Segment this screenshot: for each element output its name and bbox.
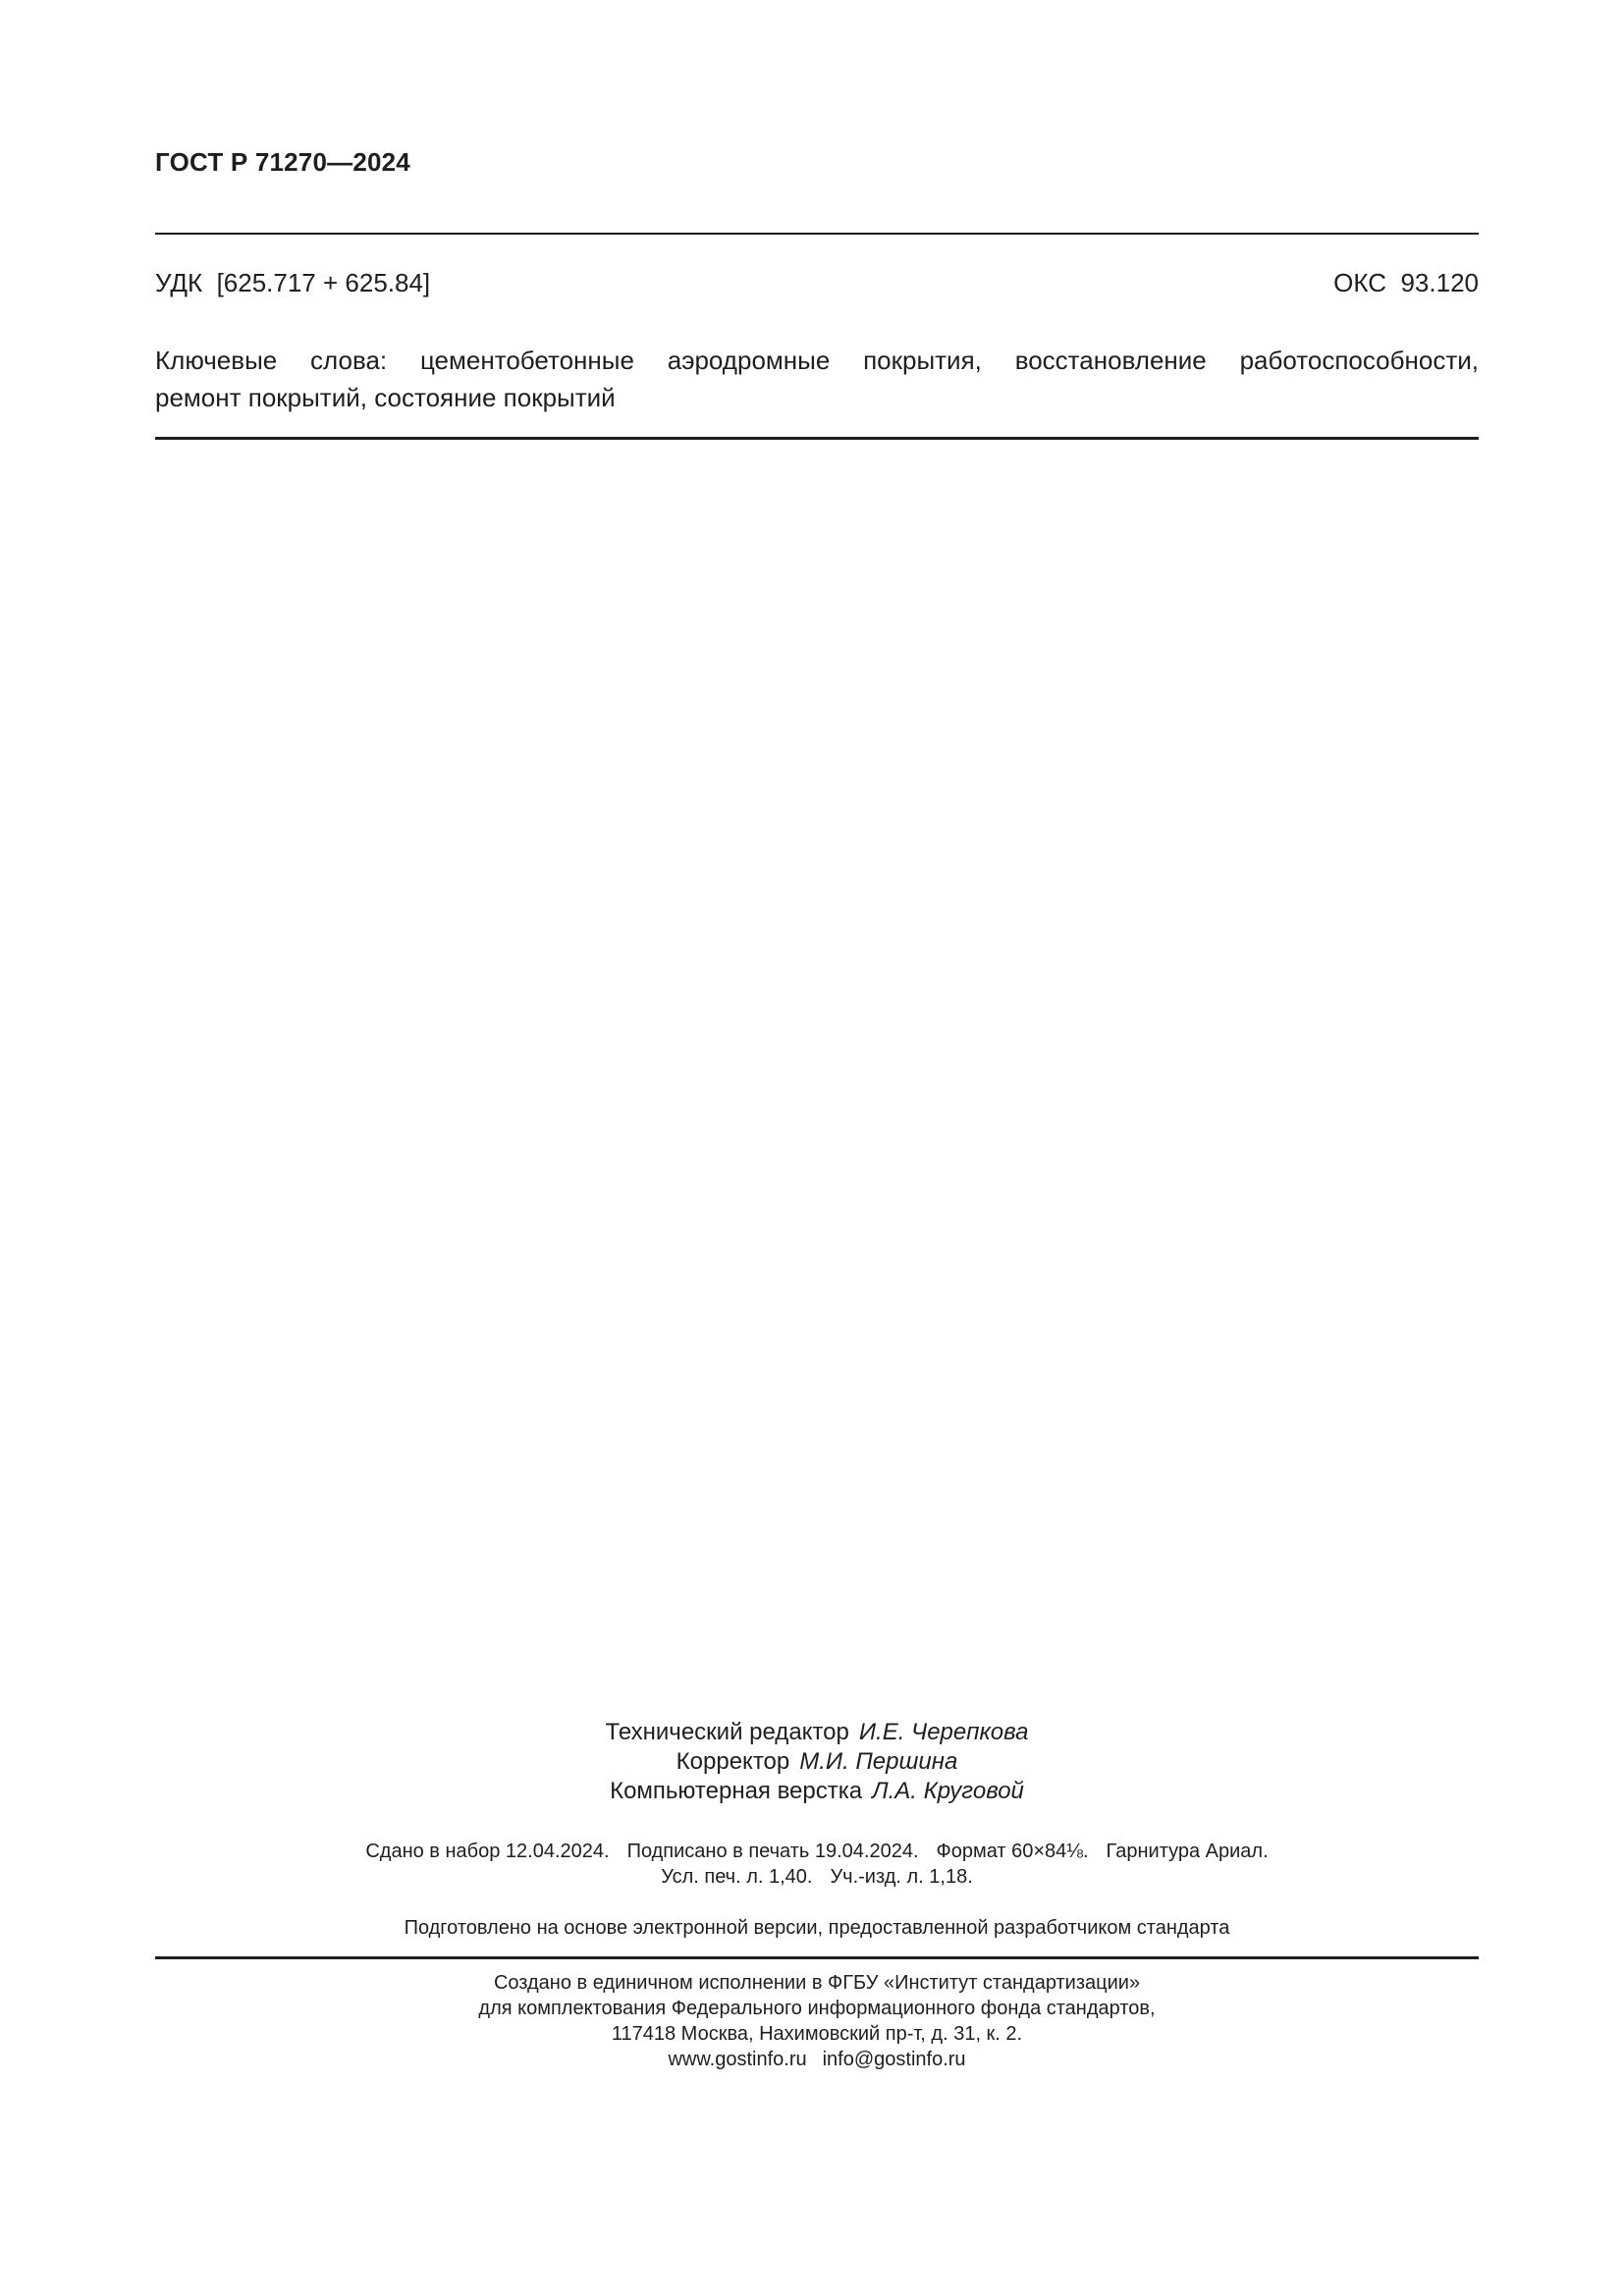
publisher-line-2: для комплектования Федерального информационного фонда стандартов, <box>478 1998 1156 2019</box>
print-info-line-1 <box>155 1839 1479 1864</box>
credit-proofreader <box>155 1747 1479 1777</box>
publisher-contacts <box>155 2047 1479 2072</box>
website-link[interactable]: www.gostinfo.ru <box>668 2049 807 2070</box>
keywords-paragraph <box>155 342 1479 416</box>
udk-label: УДК <box>155 268 203 297</box>
udk-code <box>155 268 430 298</box>
keywords-line-1: Ключевые слова: цементобетонные аэродромные покрытия, восстановление работоспособности, <box>155 346 1479 375</box>
print-info-block <box>155 1839 1479 1890</box>
keywords-line-2: ремонт покрытий, состояние покрытий <box>155 383 616 412</box>
credit-person: М.И. Першина <box>799 1748 958 1775</box>
credit-technical-editor <box>155 1718 1479 1747</box>
credit-role: Корректор <box>676 1748 790 1775</box>
credit-person: И.Е. Черепкова <box>858 1719 1029 1745</box>
submitted-date: Сдано в набор 12.04.2024. <box>365 1841 610 1862</box>
top-divider <box>155 233 1479 235</box>
publisher-line-1: Создано в единичном исполнении в ФГБУ «Институт стандартизации» <box>493 1972 1141 1994</box>
paper-format: Формат 60×84⅛. <box>936 1841 1089 1862</box>
credit-role: Компьютерная верстка <box>610 1778 863 1804</box>
keywords-divider <box>155 437 1479 440</box>
publisher-sheets: Уч.-изд. л. 1,18. <box>830 1866 973 1888</box>
credit-role: Технический редактор <box>605 1719 849 1745</box>
print-info-line-2 <box>155 1864 1479 1890</box>
publisher-address: 117418 Москва, Нахимовский пр-т, д. 31, к. 2. <box>611 2023 1023 2045</box>
oks-code <box>1333 268 1479 298</box>
credit-layout <box>155 1777 1479 1806</box>
email-link[interactable]: info@gostinfo.ru <box>822 2049 966 2070</box>
document-code: ГОСТ Р 71270—2024 <box>155 147 410 177</box>
oks-label: ОКС <box>1333 268 1387 297</box>
credits-block <box>155 1718 1479 1806</box>
signed-date: Подписано в печать 19.04.2024. <box>626 1841 919 1862</box>
print-sheets: Усл. печ. л. 1,40. <box>661 1866 813 1888</box>
bottom-divider <box>155 1956 1479 1959</box>
typeface: Гарнитура Ариал. <box>1106 1841 1269 1862</box>
prepared-note: Подготовлено на основе электронной версии, предоставленной разработчиком стандарта <box>404 1917 1230 1939</box>
credit-person: Л.А. Круговой <box>872 1778 1024 1804</box>
oks-value: 93.120 <box>1400 268 1479 297</box>
udk-value: [625.717 + 625.84] <box>216 268 431 297</box>
publisher-block <box>155 1970 1479 2072</box>
